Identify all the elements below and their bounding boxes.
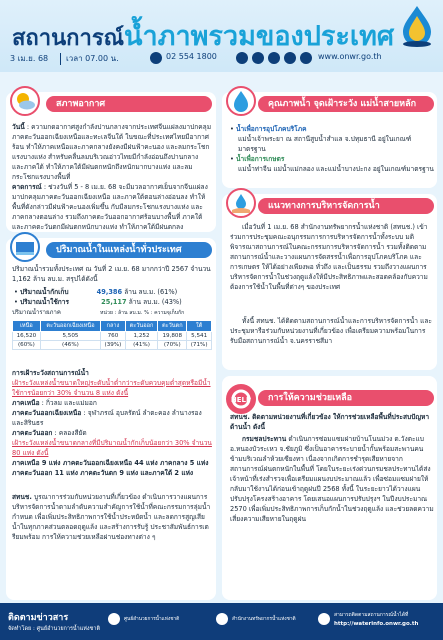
follow-title: ติดตามข่าวสาร	[8, 613, 69, 623]
table-cell: 19,808	[158, 332, 187, 341]
today-body: : ความกดอากาศสูงกำลังปานกลางจากประเทศจีนแผ่ลงมาปกคลุมภาคตะวันออกเฉียงเหนือและทะเลจีนใต้ ในขณะที่ประเทศไทยมีอากาศร้อน ทำให้ภาคเหนือและภาคกลางยังคงมีฝนฟ้าคะนอง และลมกระโชกแรงบางแห่ง สำหรับคลื่นลมบริเวณอ่าวไทยมีกำลังอ่อนถึงปานกลาง และภาคใต้ ทำให้ภาคใต้มีฝนตกหนักถึงหนักมากบางแห่ง และลมกระโชกแรงบางพื้นที่	[12, 123, 212, 180]
table-title: ปริมาณน้ำรายภาค	[12, 309, 61, 316]
table-cell: (71%)	[187, 341, 212, 350]
quality-item-agriculture: • น้ำเพื่อการเกษตร	[230, 155, 285, 163]
stored-label: ปริมาณน้ำกักเก็บ	[20, 288, 69, 296]
stored-value: 49,386	[96, 288, 123, 296]
divider	[60, 53, 61, 65]
facebook-icon	[236, 52, 248, 64]
monitor-northeast	[12, 408, 212, 428]
quality-list	[230, 124, 435, 188]
today-label: วันนี้	[12, 123, 25, 131]
weather-forecast-text	[12, 182, 212, 230]
forecast-label: คาดการณ์	[12, 183, 42, 191]
hand-water-icon	[226, 188, 256, 218]
site-label: สามารถติดตามสถานการณ์น้ำได้ที่	[334, 612, 409, 618]
monitor-large: เฝ้าระวังแหล่งน้ำขนาดใหญ่ระดับน้ำต่ำกว่าระดับควบคุมต่ำสุดหรือมีน้ำใช้การน้อยกว่า 30% จำนวน 8 แห่ง ดังนี้	[12, 379, 211, 397]
onwr-logo-icon	[397, 4, 437, 48]
table-cell: 1,252	[125, 332, 158, 341]
footer	[0, 603, 443, 640]
table-cell: 760	[101, 332, 126, 341]
follow-subtitle: จัดทำโดย : ศูนย์อำนวยการน้ำแห่งชาติ	[8, 626, 101, 632]
table-cell: (60%)	[13, 341, 41, 350]
col-header: เหนือ	[13, 321, 41, 332]
table-row	[13, 341, 212, 350]
east-body: : คลองสียัด	[52, 429, 87, 437]
stored-row: • ปริมาณน้ำกักเก็บ 49,386 ล้าน ลบ.ม. (61%)	[14, 288, 178, 296]
help-body-text: ดำเนินการซ่อมแซมฝายบ้านโนนม่วง ต.วังตะแบ อ.หนองบัวระเหว จ.ชัยภูมิ ซึ่งเป็นอาคารระบายน้ำกั้นพร้อมสะพานคนข้ามบริเวณลำห้วยเซียงทา เนื่องจากเกิดการชำรุดเสียหายจากสถานการณ์ฝนตกหนักในพื้นที่ โดยในระยะเร่งด่วนกรมชลประทานได้ส่งเจ้าหน้าที่เร่งสำรวจเพื่อเตรียมแผนงบประมาณแล้ว เพื่อซ่อมแซมฝายให้กลับมาใช้งานได้ก่อนเข้าฤดูฝนปี 2568 ทั้งนี้ ในระยะยาวได้วางแผนปรับปรุงโครงสร้างอาคาร โดยเสนอแผนการปรับปรุงฯ ในปีงบประมาณ 2570 เพื่อเพิ่มประสิทธิภาพการเก็บกักน้ำในช่วงฤดูแล้ง และช่วยลดความเสี่ยงความเสียหายในฤดูฝน	[230, 435, 434, 523]
northeast-label: ภาคตะวันออกเฉียงเหนือ	[12, 409, 82, 417]
site-url[interactable]: http://waterinfo.onwr.go.th	[334, 621, 419, 627]
web-icon	[300, 52, 312, 64]
facebook-icon[interactable]	[108, 613, 120, 625]
table-cell: (70%)	[158, 341, 187, 350]
east-label: ภาคตะวันออก	[12, 429, 53, 437]
time-text: เวลา 07.00 น.	[66, 54, 119, 63]
table-header-row	[13, 321, 212, 332]
table-row	[13, 332, 212, 341]
col-header: ใต้	[187, 321, 212, 332]
weather-today-text	[12, 122, 212, 180]
water-drop-icon	[226, 86, 256, 116]
header	[0, 0, 443, 72]
dam-icon	[10, 232, 40, 262]
help-lifebuoy-icon	[226, 384, 256, 414]
col-header: ตะวันออกเฉียงเหนือ	[40, 321, 100, 332]
web-icon[interactable]	[318, 613, 330, 625]
table-cell: (41%)	[125, 341, 158, 350]
monitor-north	[12, 398, 212, 408]
quality-heading: คุณภาพน้ำ จุดเฝ้าระวัง แม่น้ำสายหลัก	[258, 96, 434, 112]
monitor-regions: ภาคเหนือ 9 แห่ง ภาคตะวันออกเฉียงเหนือ 44 แห่ง ภาคกลาง 5 แห่ง ภาคตะวันออก 11 แห่ง ภาคตะวันตก 9 แห่ง และภาคใต้ 2 แห่ง	[12, 459, 209, 477]
management-heading: แนวทางการบริหารจัดการน้ำ	[258, 198, 434, 214]
monitor-east	[12, 428, 212, 438]
quality-item1-label: น้ำเพื่อการอุปโภคบริโภค	[236, 125, 307, 133]
table-unit: หน่วย : ล้าน ลบ.ม. % : ความจุเก็บกัก	[100, 310, 185, 316]
page-title	[12, 14, 394, 57]
monitor-medium: เฝ้าระวังแหล่งน้ำขนาดกลางที่มีปริมาณน้ำกักเก็บน้อยกว่า 30% จำนวน 80 แห่ง ดังนี้	[12, 439, 212, 457]
quality-item2-label: น้ำเพื่อการเกษตร	[236, 155, 285, 163]
col-header: ตะวันตก	[158, 321, 187, 332]
tiktok-icon	[284, 52, 296, 64]
region-table	[12, 320, 212, 350]
date-text: 3 เม.ย. 68	[10, 54, 49, 63]
line-label[interactable]: สำนักงานทรัพยากรน้ำแห่งชาติ	[232, 617, 296, 622]
line-icon	[252, 52, 264, 64]
phone-icon	[150, 52, 162, 64]
northeast-body: : จุฬาภรณ์ อุบลรัตน์ ลำตะคอง ลำนางรอง และสิรินธร	[12, 409, 202, 427]
forecast-body: : ช่วงวันที่ 5 - 8 เม.ย. 68 จะมีมวลอากาศเย็นจากจีนแผ่ลงมาปกคลุมภาคตะวันออกเฉียงเหนือ และภาคใต้ตอนล่างอ่อนลง ทำให้พื้นที่ดังกล่าวมีฝนฟ้าคะนองเพิ่มขึ้น กับมีลมกระโชกแรงบางแห่ง และภาคกลางตอนล่าง รวมถึงภาคตะวันออกอากาศร้อนบางพื้นที่ ภาคใต้ และภาคตะวันตกมีฝนตกหนักบางแห่ง ทำให้ภาคใต้มีฝนตกลง	[12, 183, 208, 230]
table-cell: (39%)	[101, 341, 126, 350]
col-header: ตะวันออก	[125, 321, 158, 332]
footnote-label: สทนช.	[12, 493, 32, 501]
table-cell: 5,541	[187, 332, 212, 341]
youtube-icon	[268, 52, 280, 64]
help-body	[230, 434, 435, 598]
usable-label: ปริมาณน้ำใช้การ	[20, 298, 70, 306]
reservoir-footnote	[12, 492, 212, 598]
line-icon[interactable]	[216, 613, 228, 625]
phone-text: 02 554 1800	[166, 52, 217, 61]
table-cell: 5,505	[40, 332, 100, 341]
col-header: กลาง	[101, 321, 126, 332]
facebook-label[interactable]: ศูนย์อำนวยการน้ำแห่งชาติ	[124, 617, 180, 622]
quality-item2-body: แม่น้ำท่าจีน แม่น้ำแม่กลอง และแม่น้ำบางปะกง อยู่ในเกณฑ์มาตรฐาน	[238, 165, 434, 173]
management-p1: เมื่อวันที่ 1 เม.ย. 68 สำนักงานทรัพยากรน้ำแห่งชาติ (สทนช.) เข้าร่วมการประชุมคณะอนุกรรมการการบริหารจัดการน้ำทั้งระบบ มติพิจารณาสถานการณ์ในคณะกรรมการบริหารจัดการน้ำ รวมทั้งติดตามสถานการณ์น้ำและวางแผนการจัดสรรน้ำเพื่อการอุปโภคบริโภค และการเกษตร ให้ได้อย่างเพียงพอ ทั่วถึง และเป็นธรรม รวมถึงวางแผนการบริหารจัดการน้ำในช่วงฤดูแล้งให้มีประสิทธิภาพและสอดคล้องกับความต้องการใช้น้ำในพื้นที่ต่างๆ ของประเทศ	[230, 223, 428, 291]
quality-item1-body: แม่น้ำเจ้าพระยา ณ สถานีสูบน้ำสำแล จ.ปทุมธานี อยู่ในเกณฑ์มาตรฐาน	[238, 135, 412, 153]
usable-value: 25,117	[101, 298, 127, 306]
table-cell: (46%)	[40, 341, 100, 350]
quality-item-consumption: • น้ำเพื่อการอุปโภคบริโภค	[230, 125, 307, 133]
north-body: : กิ่วลม และแม่มอก	[39, 399, 97, 407]
usable-unit: ล้าน ลบ.ม. (43%)	[128, 298, 182, 306]
help-org-label: กรมชลประทาน	[242, 435, 287, 443]
usable-row: • ปริมาณน้ำใช้การ 25,117 ล้าน ลบ.ม. (43%)	[14, 298, 182, 306]
table-cell: 16,520	[13, 332, 41, 341]
weather-heading: สภาพอากาศ	[46, 96, 212, 112]
north-label: ภาคเหนือ	[12, 399, 40, 407]
reservoir-heading: ปริมาณน้ำในแหล่งน้ำทั่วประเทศ	[46, 242, 212, 258]
help-heading: การให้ความช่วยเหลือ	[258, 390, 434, 406]
title-prefix: สถานการณ์	[12, 26, 125, 51]
title-highlight: น้ำภาพรวมของประเทศ	[124, 21, 395, 52]
stored-unit: ล้าน ลบ.ม. (61%)	[124, 288, 178, 296]
sun-cloud-icon	[10, 86, 40, 116]
svg-text:HELP: HELP	[230, 396, 252, 404]
help-subtitle: สทนช. ติดตามหน่วยงานที่เกี่ยวข้อง ให้การช่วยเหลือพื้นที่ประสบปัญหาด้านน้ำ ดังนี้	[230, 413, 430, 431]
reservoir-summary: ปริมาณน้ำรวมทั้งประเทศ ณ วันที่ 2 เม.ย. 68 มากกว่าปี 2567 จำนวน 1,162 ล้าน ลบ.ม. สรุปได้ดังนี้	[12, 265, 211, 283]
footnote-body: บูรณาการร่วมกับหน่วยงานที่เกี่ยวข้อง ดำเนินการวางแผนการบริหารจัดการน้ำตามลำดับความสำคัญการใช้น้ำที่คณะกรรมการลุ่มน้ำกำหนด เพื่อเพิ่มประสิทธิภาพการใช้น้ำประหยัดน้ำ และลดการสูญเสียน้ำในทุกภาคส่วนตลอดฤดูแล้ง และสร้างการรับรู้ ประชาสัมพันธ์การเตรียมพร้อม การให้ความช่วยเหลือผ่านช่องทางต่าง ๆ	[12, 493, 211, 541]
website-text[interactable]: www.onwr.go.th	[318, 52, 382, 61]
management-p2: ทั้งนี้ สทนช. ได้ติดตามสถานการณ์น้ำและการบริหารจัดการน้ำ และประชุมหารือร่วมกับหน่วยงานที่เกี่ยวข้อง เพื่อเตรียมความพร้อมในการรับมือสถานการณ์น้ำ จ.นครราชสีมา	[230, 317, 432, 345]
monitor-heading: การเฝ้าระวังสถานการณ์น้ำ	[12, 369, 89, 377]
